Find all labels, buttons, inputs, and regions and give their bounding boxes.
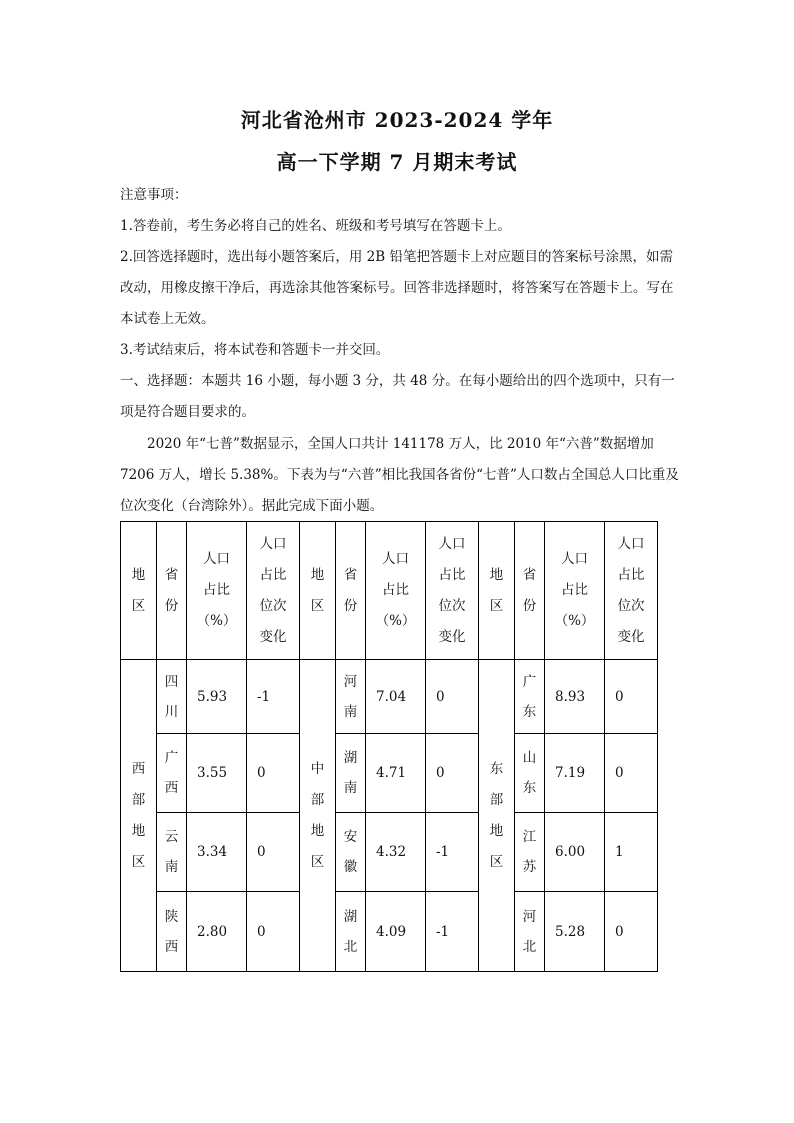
rank-change-cell: 0: [605, 734, 658, 813]
header-rank-change: 人口 占比 位次 变化: [247, 522, 300, 660]
header-region: 地 区: [121, 522, 157, 660]
share-cell: 4.71: [366, 734, 426, 813]
rank-change-cell: 0: [247, 734, 300, 813]
table-header-row: [121, 522, 658, 660]
rank-change-cell: -1: [247, 660, 300, 734]
section-heading: 一、选择题：本题共 16 小题，每小题 3 分，共 48 分。在每小题给出的四个选项中，只有一项是符合题目要求的。: [120, 373, 675, 420]
province-cell: 湖 南: [336, 734, 366, 813]
province-cell: 四 川: [157, 660, 187, 734]
share-cell: 7.04: [366, 660, 426, 734]
province-cell: 安 徽: [336, 813, 366, 892]
table-row: [121, 892, 658, 972]
province-cell: 湖 北: [336, 892, 366, 972]
header-share: 人口 占比 （%）: [366, 522, 426, 660]
table-row: [121, 660, 658, 734]
header-province: 省 份: [515, 522, 545, 660]
rank-change-cell: 0: [426, 660, 479, 734]
rank-change-cell: 0: [605, 660, 658, 734]
share-cell: 3.55: [187, 734, 247, 813]
rank-change-cell: 0: [247, 892, 300, 972]
province-cell: 广 西: [157, 734, 187, 813]
share-cell: 6.00: [545, 813, 605, 892]
notes-heading: 注意事项：: [120, 187, 188, 203]
note-item-2: 2.回答选择题时，选出每小题答案后，用 2B 铅笔把答题卡上对应题目的答案标号涂黑，如需改动，用橡皮擦干净后，再选涂其他答案标号。回答非选择题时，将答案写在答题卡上。写在本试卷上无效。: [120, 249, 674, 327]
note-item-1: 1.答卷前，考生务必将自己的姓名、班级和考号填写在答题卡上。: [120, 218, 511, 234]
share-cell: 3.34: [187, 813, 247, 892]
share-cell: 2.80: [187, 892, 247, 972]
header-region: 地 区: [300, 522, 336, 660]
question-passage: 2020 年“七普”数据显示，全国人口共计 141178 万人，比 2010 年“六普”数据增加 7206 万人，增长 5.38%。下表为与“六普”相比我国各省份“七普”人口数占全国总人口比重及位次变化（台湾除外）。据此完成下面小题。: [120, 436, 679, 514]
rank-change-cell: 0: [426, 734, 479, 813]
province-cell: 河 南: [336, 660, 366, 734]
header-share: 人口 占比 （%）: [545, 522, 605, 660]
population-table: [120, 521, 658, 972]
header-share: 人口 占比 （%）: [187, 522, 247, 660]
rank-change-cell: 0: [247, 813, 300, 892]
province-cell: 陕 西: [157, 892, 187, 972]
share-cell: 8.93: [545, 660, 605, 734]
rank-change-cell: -1: [426, 813, 479, 892]
header-rank-change: 人口 占比 位次 变化: [426, 522, 479, 660]
rank-change-cell: 1: [605, 813, 658, 892]
header-rank-change: 人口 占比 位次 变化: [605, 522, 658, 660]
header-province: 省 份: [336, 522, 366, 660]
share-cell: 4.09: [366, 892, 426, 972]
document-title-line2: 高一下学期 7 月期末考试: [276, 150, 518, 174]
note-item-3: 3.考试结束后，将本试卷和答题卡一并交回。: [120, 342, 390, 358]
province-cell: 山 东: [515, 734, 545, 813]
region-cell-central: 中 部 地 区: [300, 660, 336, 972]
region-cell-west: 西 部 地 区: [121, 660, 157, 972]
province-cell: 云 南: [157, 813, 187, 892]
province-cell: 广 东: [515, 660, 545, 734]
share-cell: 5.28: [545, 892, 605, 972]
rank-change-cell: 0: [605, 892, 658, 972]
share-cell: 4.32: [366, 813, 426, 892]
share-cell: 5.93: [187, 660, 247, 734]
document-title-line1: 河北省沧州市 2023-2024 学年: [240, 108, 554, 132]
table-row: [121, 734, 658, 813]
table-row: [121, 813, 658, 892]
province-cell: 江 苏: [515, 813, 545, 892]
rank-change-cell: -1: [426, 892, 479, 972]
header-province: 省 份: [157, 522, 187, 660]
header-region: 地 区: [479, 522, 515, 660]
share-cell: 7.19: [545, 734, 605, 813]
region-cell-east: 东 部 地 区: [479, 660, 515, 972]
province-cell: 河 北: [515, 892, 545, 972]
